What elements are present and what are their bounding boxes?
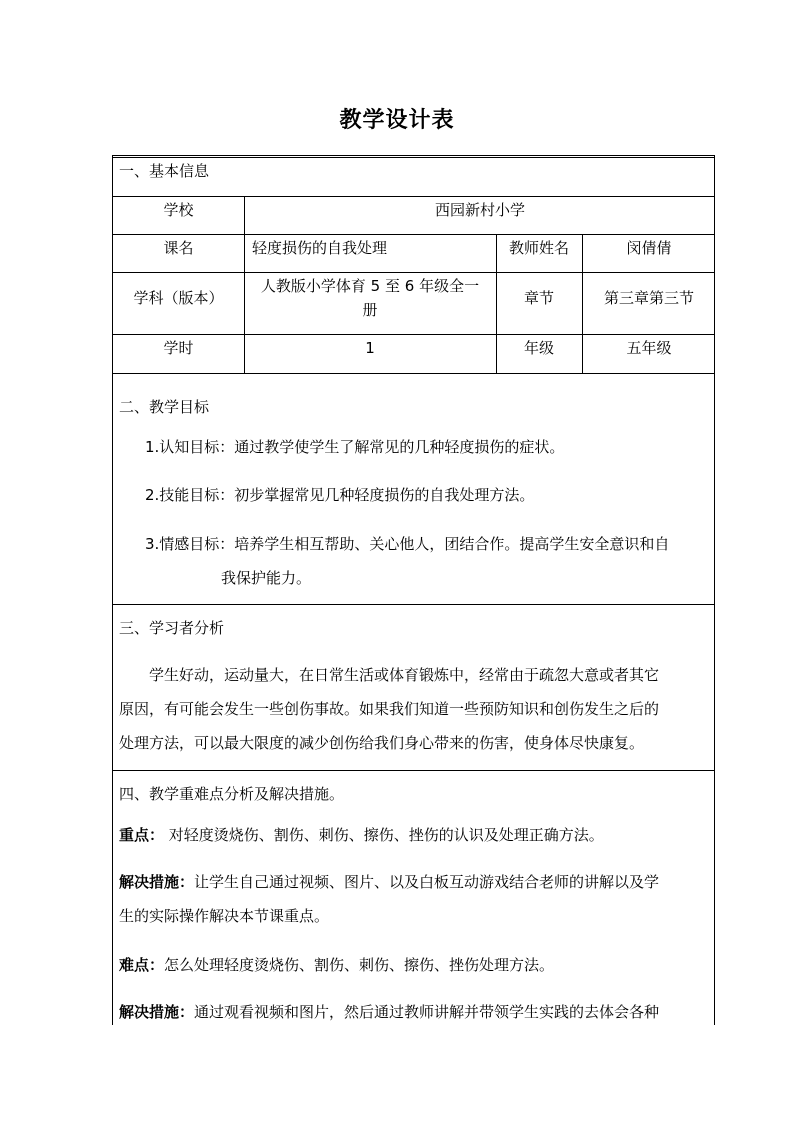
- difficult-point-label: 难点：: [119, 956, 165, 974]
- section-heading-difficulties: 四、教学重难点分析及解决措施。: [119, 785, 345, 803]
- row-divider: [113, 604, 715, 605]
- measure-2-text: 通过观看视频和图片，然后通过教师讲解并带领学生实践的去体会各种: [194, 1003, 660, 1021]
- learner-analysis-line-1: 学生好动，运动量大，在日常生活或体育锻炼中，经常由于疏忽大意或者其它: [149, 666, 660, 684]
- row-divider: [113, 234, 715, 235]
- subject-value-line2: 册: [362, 301, 378, 319]
- row-divider: [113, 196, 715, 197]
- teacher-value: 闵倩倩: [626, 239, 672, 257]
- measure-2-label: 解决措施：: [119, 1003, 195, 1021]
- course-value: 轻度损伤的自我处理: [252, 239, 388, 257]
- measure-1-text: 让学生自己通过视频、图片、以及白板互动游戏结合老师的讲解以及学: [194, 873, 660, 891]
- grade-value: 五年级: [626, 339, 672, 357]
- difficult-point-text: 怎么处理轻度烫烧伤、割伤、刺伤、擦伤、挫伤处理方法。: [164, 956, 555, 974]
- row-divider: [113, 373, 715, 374]
- teacher-label: 教师姓名: [508, 239, 569, 257]
- hours-value: 1: [365, 339, 375, 357]
- key-point-label: 重点：: [119, 826, 165, 844]
- row-divider: [113, 334, 715, 335]
- subject-label: 学科（版本）: [133, 289, 224, 307]
- objective-item-3-cont: 我保护能力。: [221, 569, 312, 587]
- key-point-text: 对轻度烫烧伤、割伤、刺伤、擦伤、挫伤的认识及处理正确方法。: [164, 826, 604, 844]
- school-value: 西园新村小学: [434, 201, 525, 219]
- hours-label: 学时: [163, 339, 194, 357]
- measure-1: [119, 872, 659, 892]
- course-label: 课名: [163, 239, 194, 257]
- section-heading-learner-analysis: 三、学习者分析: [119, 619, 225, 637]
- objective-item-1: 1.认知目标：通过教学使学生了解常见的几种轻度损伤的症状。: [145, 438, 565, 456]
- chapter-value: 第三章第三节: [603, 289, 694, 307]
- learner-analysis-line-3: 处理方法，可以最大限度的减少创伤给我们身心带来的伤害，使身体尽快康复。: [119, 734, 645, 752]
- objective-item-2: 2.技能目标：初步掌握常见几种轻度损伤的自我处理方法。: [145, 486, 535, 504]
- learner-analysis-line-2: 原因，有可能会发生一些创伤事故。如果我们知道一些预防知识和创伤发生之后的: [119, 700, 660, 718]
- section-heading-basic-info: 一、基本信息: [119, 162, 210, 180]
- row-divider: [113, 272, 715, 273]
- grade-label: 年级: [523, 339, 554, 357]
- objective-item-3: 3.情感目标：培养学生相互帮助、关心他人，团结合作。提高学生安全意识和自: [145, 535, 670, 553]
- teaching-design-table: [112, 155, 715, 1025]
- school-label: 学校: [163, 201, 194, 219]
- chapter-label: 章节: [523, 289, 554, 307]
- measure-1-cont: 生的实际操作解决本节课重点。: [119, 907, 330, 925]
- difficult-point: [119, 955, 554, 975]
- document-title: 教学设计表: [339, 108, 455, 133]
- measure-2: [119, 1002, 659, 1022]
- row-divider: [113, 770, 715, 771]
- key-point: [119, 825, 604, 845]
- subject-value-line1: 人教版小学体育 5 至 6 年级全一: [260, 277, 480, 295]
- measure-1-label: 解决措施：: [119, 873, 195, 891]
- section-heading-objectives: 二、教学目标: [119, 398, 210, 416]
